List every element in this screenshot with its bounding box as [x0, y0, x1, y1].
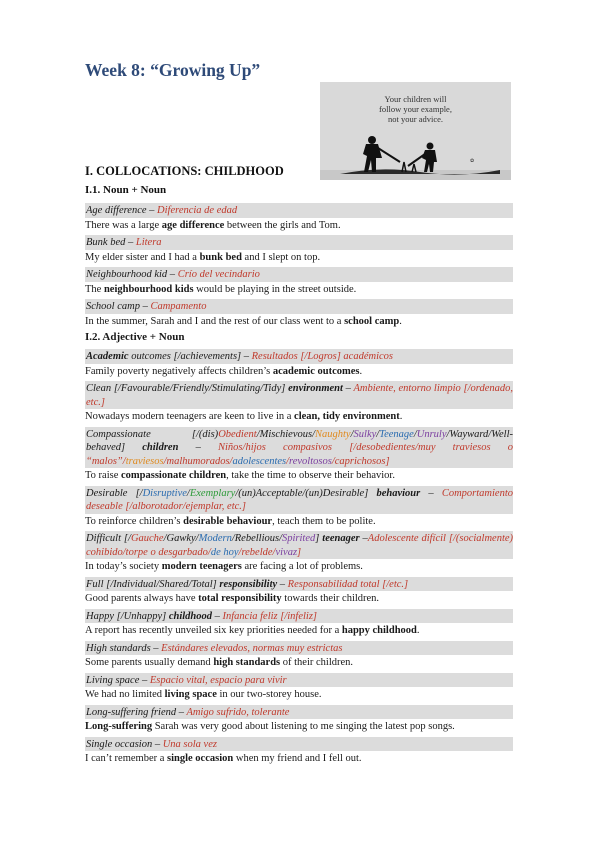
translation: Diferencia de edad — [157, 205, 238, 216]
term-line — [85, 427, 513, 469]
parent-child-silhouette-icon — [320, 82, 511, 180]
example-text: The — [85, 283, 104, 295]
example-highlight: bunk bed — [199, 251, 242, 263]
example-text: A report has recently unveiled six key priorities needed for a — [85, 625, 342, 636]
example-text: There was a large — [85, 219, 162, 231]
example-text: when my friend and I fell out. — [233, 753, 362, 764]
list-item — [85, 673, 513, 702]
subsection-heading: I.2. Adjective + Noun — [85, 331, 185, 343]
term-line — [85, 267, 513, 282]
term-line — [85, 299, 513, 314]
example-text: Some parents usually demand — [85, 657, 214, 668]
example-text: In today’s society — [85, 561, 162, 572]
translation: Estándares elevados, normas muy estrictas — [161, 642, 343, 654]
term: Desirable [/ — [86, 487, 143, 499]
term: /Rebellious/ — [231, 533, 283, 544]
translation: Niños/hijos compasivos [/desobedientes/muy traviesos o “malos”/ — [86, 442, 513, 467]
term: / — [446, 428, 450, 440]
term: /Gawky/ — [163, 533, 199, 544]
term: / — [413, 428, 417, 440]
example-text: Sarah was very good about listening to me singing the latest pop songs. — [152, 721, 455, 732]
term-line — [85, 609, 513, 624]
term-line — [85, 577, 513, 592]
example-text: would be playing in the street outside. — [193, 283, 357, 295]
example-line — [85, 623, 513, 638]
term: outcomes [/achievements] – — [128, 351, 252, 362]
example-highlight: total responsibility — [198, 593, 282, 604]
list-item — [85, 577, 513, 606]
term: Happy [/Unhappy] — [86, 610, 169, 622]
subsection-heading-row — [85, 328, 513, 346]
term: Living space – — [86, 674, 150, 686]
list-item — [85, 427, 513, 483]
example-highlight: clean, tidy environment — [294, 411, 400, 422]
example-text: My elder sister and I had a — [85, 251, 200, 263]
translation: Crío del vecindario — [177, 269, 260, 280]
list-item — [85, 705, 513, 734]
translation: Ambiente, entorno limpio [/ordenado, etc.] — [86, 383, 513, 408]
example-line — [85, 218, 513, 233]
term: / — [376, 428, 380, 440]
example-highlight: academic outcomes — [272, 365, 360, 377]
example-text: between the girls and Tom. — [224, 219, 341, 231]
term-word: Obedient — [218, 428, 257, 440]
example-line — [85, 719, 513, 734]
term: High standards – — [86, 642, 162, 654]
term-keyword: environment — [288, 383, 343, 394]
term: Compassionate [/(dis) — [86, 428, 219, 440]
term: Wayward/Well-behaved] — [86, 428, 513, 453]
quote-line: not your advice. — [388, 114, 443, 124]
page-title: Week 8: “Growing Up” — [85, 60, 261, 80]
term-line — [85, 381, 513, 409]
term: Clean [/Favourable/Friendly/Stimulating/Tidy] — [86, 383, 289, 394]
list-item — [85, 486, 513, 529]
quote-line: Your children will — [384, 94, 447, 104]
list-item — [85, 381, 513, 424]
term: /Mischievous/ — [256, 428, 316, 440]
term-keyword: Academic — [86, 351, 129, 362]
list-item — [85, 235, 513, 264]
term-word: Unruly — [416, 428, 447, 440]
list-item — [85, 267, 513, 296]
term-line — [85, 235, 513, 250]
term: Single occasion – — [86, 738, 163, 750]
example-text: are facing a lot of problems. — [241, 561, 363, 572]
example-text: , take the time to observe their behavior. — [226, 470, 395, 481]
collocation-list — [85, 200, 513, 766]
example-highlight: desirable behaviour — [183, 515, 273, 527]
translation: Una sola vez — [162, 738, 217, 750]
example-text: . — [416, 625, 420, 636]
translation: Adolescente difícil [/(socialmente) cohibido/torpe o desgarbado/ — [86, 533, 514, 558]
term-word: Sulky — [353, 428, 377, 440]
term: – — [359, 533, 368, 544]
example-line — [85, 314, 513, 329]
term-keyword: childhood — [168, 610, 213, 622]
term-word: Naughty — [315, 428, 351, 440]
list-item — [85, 641, 513, 670]
term-line — [85, 486, 513, 514]
example-line — [85, 250, 513, 265]
translation: ] — [297, 546, 302, 558]
quote-illustration — [320, 82, 511, 180]
list-item — [85, 349, 513, 378]
example-line — [85, 468, 513, 483]
example-highlight: compassionate children — [121, 470, 227, 481]
example-line — [85, 751, 513, 766]
translation: /rebelde/ — [238, 546, 276, 558]
translation-word: vivaz — [275, 546, 298, 558]
term-word: Gauche — [130, 533, 164, 544]
example-highlight: age difference — [161, 219, 225, 231]
translation: Comportamiento deseable [/alborotador/ejemplar, etc.] — [86, 487, 513, 512]
translation: Infancia feliz [/infeliz] — [222, 610, 318, 622]
example-text: , teach them to be polite. — [272, 515, 376, 527]
term: / — [350, 428, 354, 440]
translation-word: revoltosos — [289, 455, 332, 467]
example-line — [85, 409, 513, 424]
translation: / — [286, 455, 290, 467]
term-keyword: children — [142, 442, 179, 453]
subsection-heading: I.1. Noun + Noun — [85, 184, 167, 196]
term: – — [342, 383, 354, 394]
example-highlight: modern teenagers — [161, 561, 242, 572]
list-item — [85, 737, 513, 766]
example-highlight: living space — [164, 689, 217, 700]
example-line — [85, 687, 513, 702]
example-highlight: happy childhood — [341, 625, 417, 636]
term-word: Teenage — [379, 428, 414, 440]
term-line — [85, 737, 513, 752]
term: ] — [315, 533, 323, 544]
example-text: To reinforce children’s — [85, 515, 184, 527]
example-highlight: high standards — [213, 657, 281, 668]
term-word: Spirited — [282, 533, 316, 544]
example-highlight: Long-suffering — [85, 721, 153, 732]
example-highlight: single occasion — [167, 753, 234, 764]
translation: Campamento — [150, 301, 207, 312]
example-text: towards their children. — [281, 593, 380, 604]
translation-word: de hoy — [210, 546, 239, 558]
example-text: of their children. — [280, 657, 354, 668]
example-text: in our two-storey house. — [216, 689, 322, 700]
term: School camp – — [86, 301, 151, 312]
list-item — [85, 609, 513, 638]
term: – — [178, 442, 219, 453]
example-highlight: school camp — [344, 315, 400, 327]
section-heading: I. COLLOCATIONS: CHILDHOOD — [85, 164, 284, 178]
term: – — [420, 487, 442, 499]
term: – — [277, 578, 288, 590]
term: – — [212, 610, 223, 622]
translation: Resultados [/Logros] académicos — [251, 351, 394, 362]
translation: /malhumorados/ — [163, 455, 233, 467]
term-word: Modern — [198, 533, 232, 544]
example-text: . — [399, 411, 403, 422]
example-line — [85, 559, 513, 574]
example-text: I can’t remember a — [85, 753, 168, 764]
term-keyword: responsibility — [219, 578, 278, 590]
example-text: We had no limited — [85, 689, 165, 700]
list-item — [85, 531, 513, 574]
term-line — [85, 673, 513, 688]
example-line — [85, 655, 513, 670]
example-text: Family poverty negatively affects children’s — [85, 365, 273, 377]
term: Difficult [/ — [86, 533, 131, 544]
example-text: In the summer, Sarah and I and the rest of our class went to a — [85, 315, 345, 327]
term-line — [85, 349, 513, 364]
term-line — [85, 531, 513, 559]
term-line — [85, 203, 513, 218]
term-keyword: behaviour — [376, 487, 421, 499]
term: Neighbourhood kid – — [86, 269, 178, 280]
term: / — [186, 487, 190, 499]
term: Full [/Individual/Shared/Total] — [86, 578, 220, 590]
translation: Responsabilidad total [/etc.] — [287, 578, 409, 590]
example-text: . — [399, 315, 402, 327]
translation-word: traviesos — [125, 455, 164, 467]
term-word: Disruptive — [142, 487, 187, 499]
example-line — [85, 591, 513, 606]
translation: Litera — [135, 237, 162, 248]
example-line — [85, 282, 513, 297]
example-text: Good parents always have — [85, 593, 199, 604]
list-item — [85, 299, 513, 328]
term: Bunk bed – — [86, 237, 136, 248]
list-item — [85, 203, 513, 232]
translation: /caprichosos] — [331, 455, 390, 467]
svg-text:✿: ✿ — [470, 158, 475, 164]
term-word: Exemplary — [189, 487, 236, 499]
example-text: To raise — [85, 470, 122, 481]
example-text: Nowadays modern teenagers are keen to live in a — [85, 411, 295, 422]
translation: Amigo sufrido, tolerante — [186, 706, 290, 718]
term: Age difference – — [86, 205, 158, 216]
example-text: and I slept on top. — [241, 251, 321, 263]
example-highlight: neighbourhood kids — [103, 283, 194, 295]
term-line — [85, 641, 513, 656]
example-line — [85, 364, 513, 379]
term: /(un)Acceptable/(un)Desirable] — [235, 487, 377, 499]
quote-line: follow your example, — [379, 104, 452, 114]
translation: Espacio vital, espacio para vivir — [149, 674, 287, 686]
translation-word: adolescentes — [232, 455, 287, 467]
term-line — [85, 705, 513, 720]
term-keyword: teenager — [322, 533, 360, 544]
example-text: . — [359, 365, 363, 377]
term: Long-suffering friend – — [86, 706, 187, 718]
example-line — [85, 514, 513, 529]
